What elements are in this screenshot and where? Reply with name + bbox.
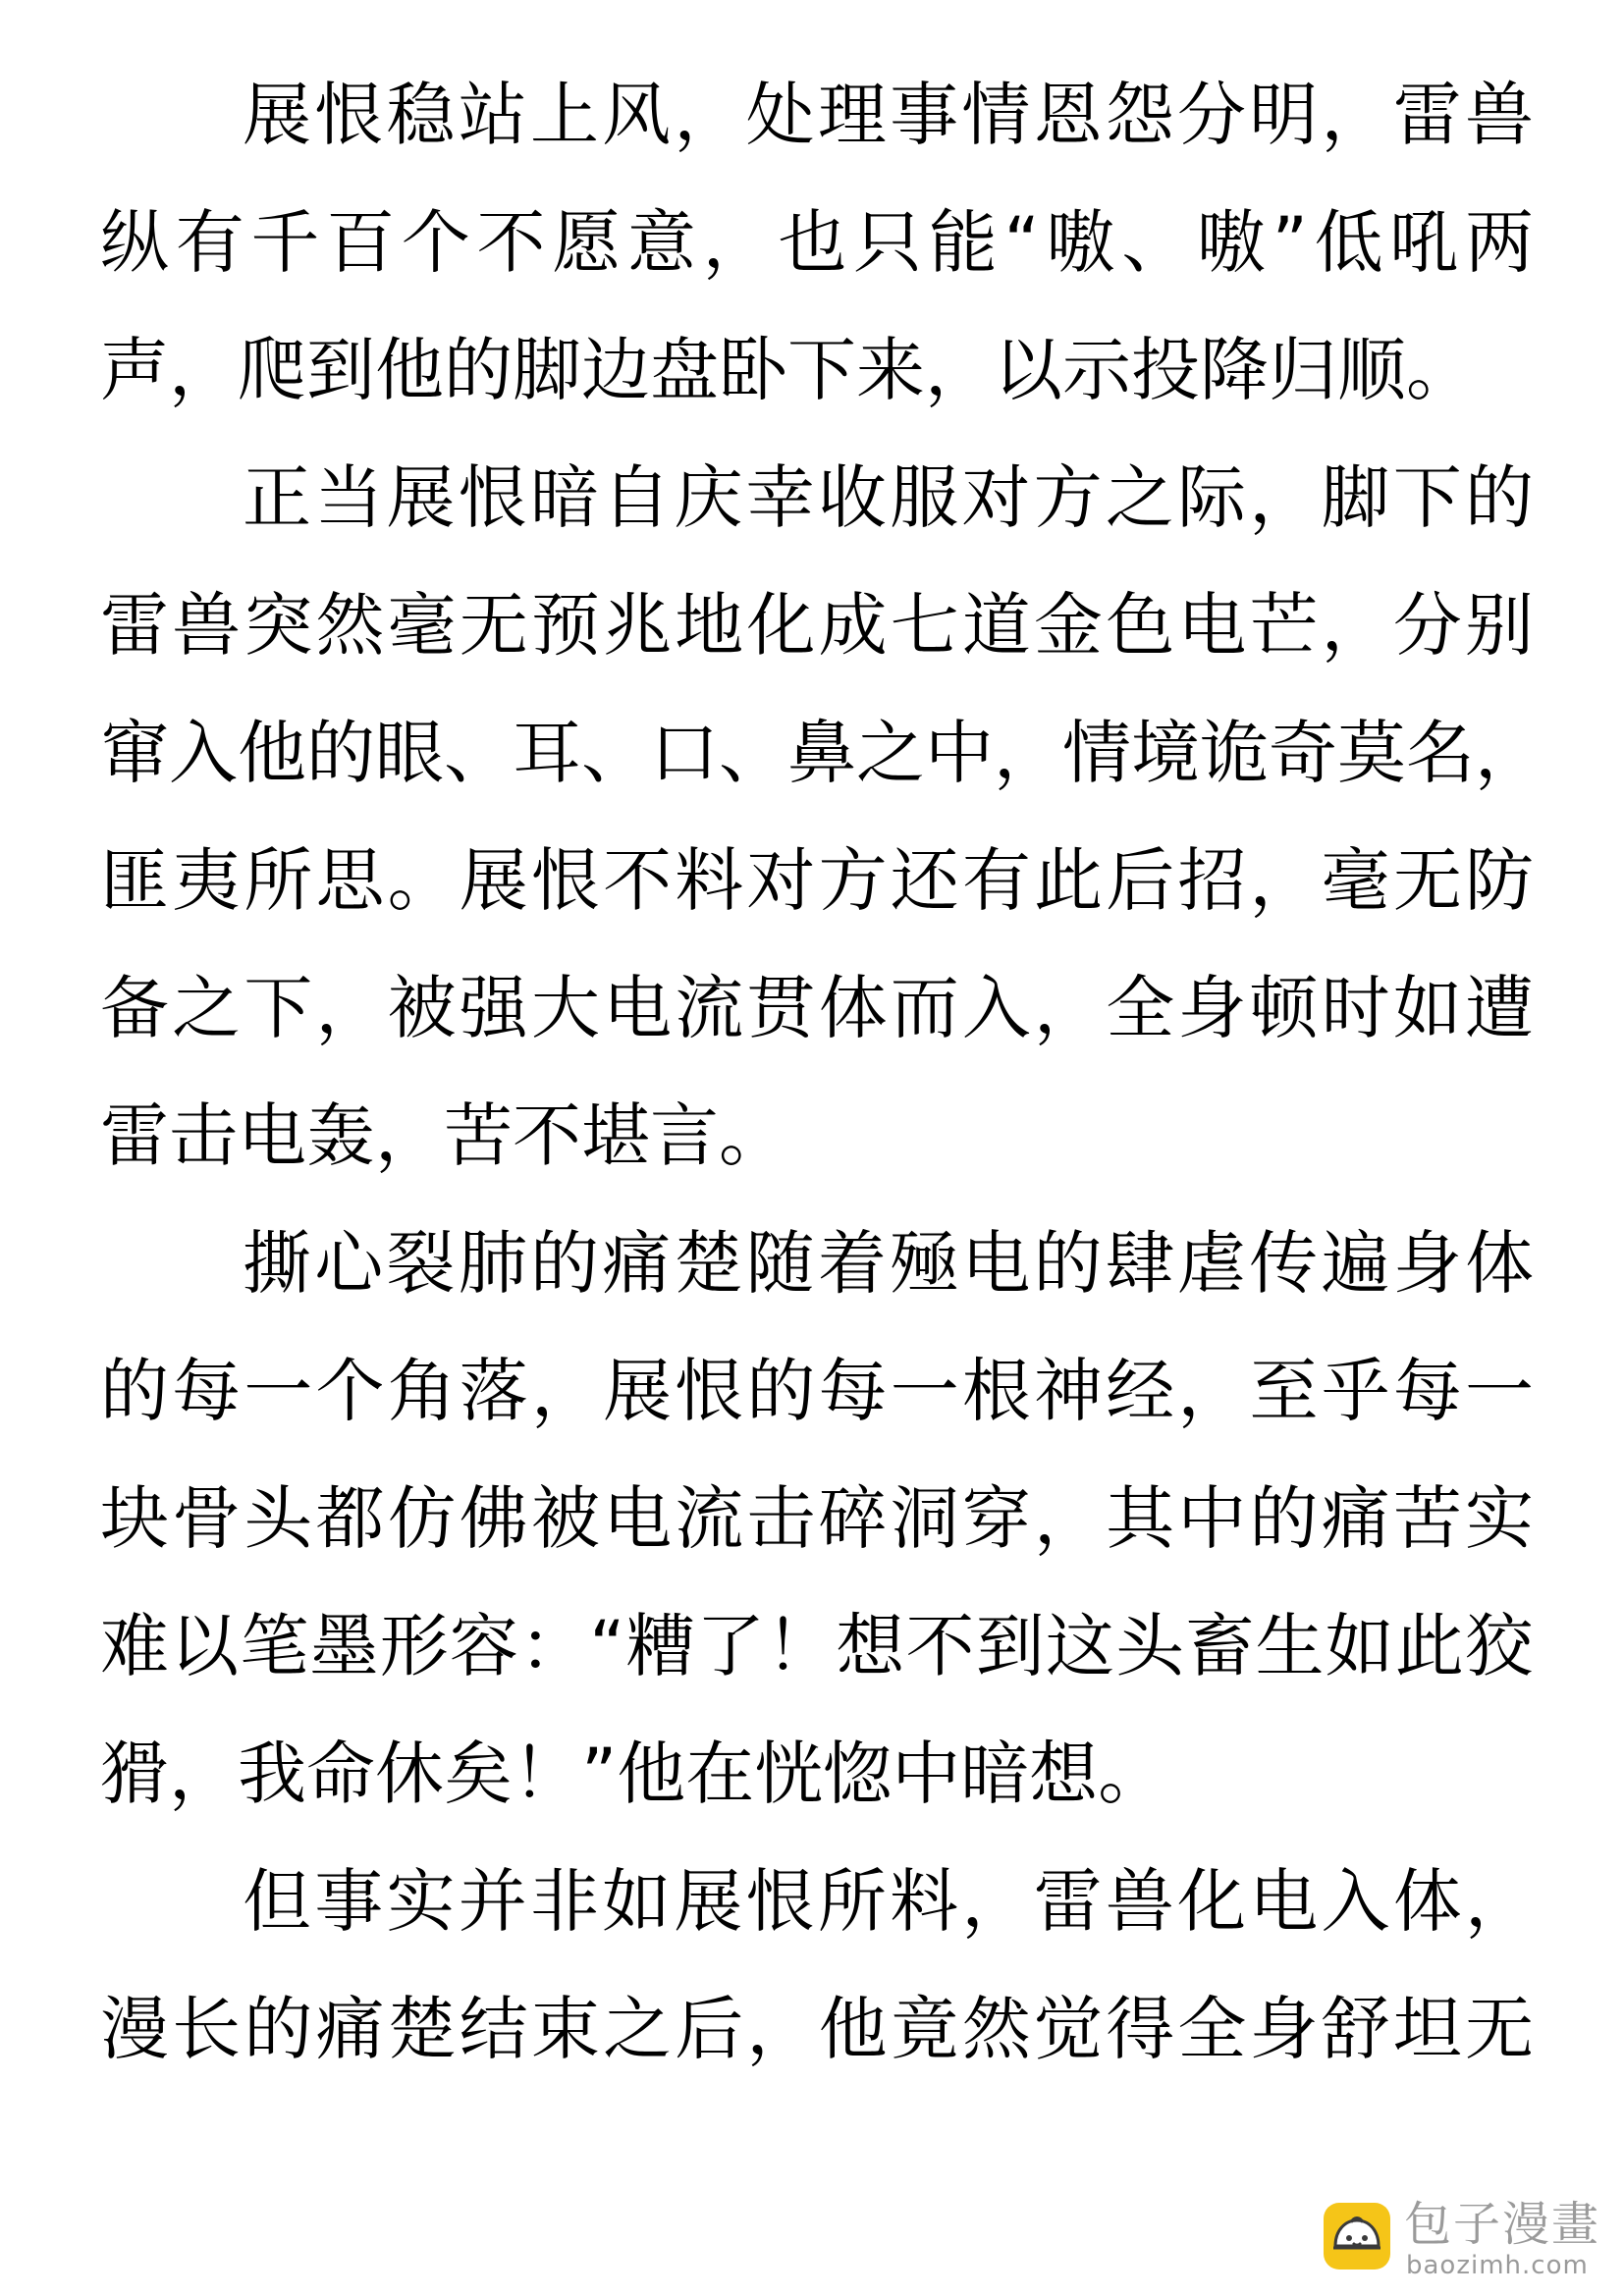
paragraph-1-line-3: 声，爬到他的脚边盘卧下来，以示投降归顺。 bbox=[100, 330, 1475, 410]
watermark bbox=[1314, 2191, 1608, 2289]
paragraph-2-line-6: 雷击电轰，苦不堪言。 bbox=[100, 1095, 787, 1176]
paragraph-3-line-3: 块骨头都仿佛被电流击碎洞穿，其中的痛苦实 bbox=[100, 1478, 1534, 1559]
paragraph-2-line-4: 匪夷所思。展恨不料对方还有此后招，毫无防 bbox=[100, 840, 1534, 921]
paragraph-4-line-2: 漫长的痛楚结束之后，他竟然觉得全身舒坦无 bbox=[100, 1989, 1534, 2069]
paragraph-2-line-5: 备之下，被强大电流贯体而入，全身顿时如遭 bbox=[100, 968, 1534, 1048]
paragraph-1-line-2: 纵有千百个不愿意，也只能“嗷、嗷”低吼两 bbox=[100, 202, 1534, 283]
paragraph-3-line-1: 撕心裂肺的痛楚随着殛电的肆虐传遍身体 bbox=[243, 1223, 1534, 1304]
paragraph-1-line-1: 展恨稳站上风，处理事情恩怨分明，雷兽 bbox=[243, 75, 1534, 155]
paragraph-2-line-2: 雷兽突然毫无预兆地化成七道金色电芒，分别 bbox=[100, 585, 1534, 666]
watermark-title: 包子漫畫 bbox=[1404, 2197, 1601, 2252]
paragraph-3-line-2: 的每一个角落，展恨的每一根神经，至乎每一 bbox=[100, 1351, 1534, 1431]
watermark-url: baozimh.com bbox=[1406, 2251, 1589, 2280]
bun-logo-icon bbox=[1322, 2201, 1392, 2271]
paragraph-3-line-4: 难以笔墨形容：“糟了！想不到这头畜生如此狡 bbox=[100, 1606, 1534, 1686]
paragraph-3-line-5: 猾，我命休矣！”他在恍惚中暗想。 bbox=[100, 1734, 1167, 1814]
paragraph-4-line-1: 但事实并非如展恨所料，雷兽化电入体， bbox=[243, 1861, 1534, 1942]
paragraph-2-line-3: 窜入他的眼、耳、口、鼻之中，情境诡奇莫名， bbox=[100, 713, 1543, 793]
paragraph-2-line-1: 正当展恨暗自庆幸收服对方之际，脚下的 bbox=[243, 457, 1534, 538]
